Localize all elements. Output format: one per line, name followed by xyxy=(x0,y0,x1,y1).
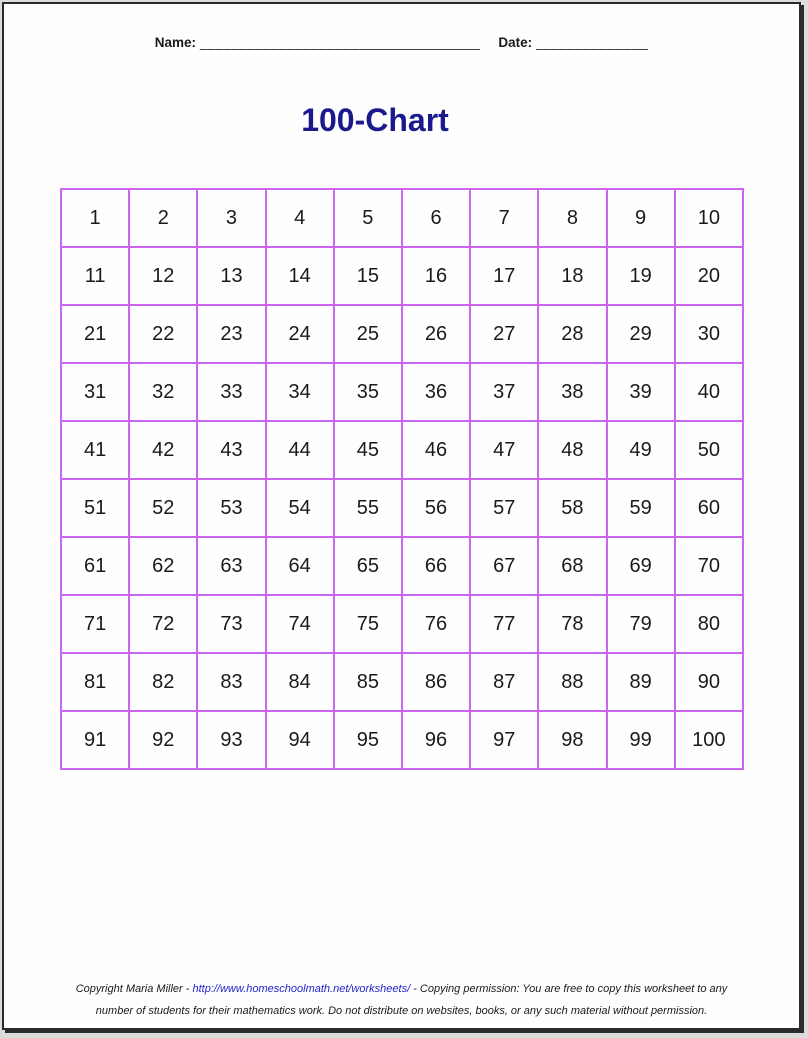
grid-cell-30: 30 xyxy=(675,305,743,363)
grid-cell-100: 100 xyxy=(675,711,743,769)
grid-row xyxy=(61,595,743,653)
grid-cell-86: 86 xyxy=(402,653,470,711)
grid-cell-90: 90 xyxy=(675,653,743,711)
grid-cell-4: 4 xyxy=(266,189,334,247)
grid-cell-42: 42 xyxy=(129,421,197,479)
grid-cell-85: 85 xyxy=(334,653,402,711)
grid-cell-36: 36 xyxy=(402,363,470,421)
grid-cell-71: 71 xyxy=(61,595,129,653)
grid-cell-33: 33 xyxy=(197,363,265,421)
grid-cell-52: 52 xyxy=(129,479,197,537)
grid-row xyxy=(61,537,743,595)
grid-cell-8: 8 xyxy=(538,189,606,247)
grid-cell-13: 13 xyxy=(197,247,265,305)
copyright-line-2: number of students for their mathematics work. Do not distribute on websites, books, or any such material without permission. xyxy=(95,1005,708,1017)
grid-cell-3: 3 xyxy=(197,189,265,247)
grid-cell-29: 29 xyxy=(607,305,675,363)
name-label: Name: xyxy=(154,35,197,50)
grid-cell-18: 18 xyxy=(538,247,606,305)
grid-row xyxy=(61,653,743,711)
grid-cell-39: 39 xyxy=(607,363,675,421)
grid-cell-60: 60 xyxy=(675,479,743,537)
grid-cell-58: 58 xyxy=(538,479,606,537)
grid-cell-56: 56 xyxy=(402,479,470,537)
date-label: Date: xyxy=(498,35,533,50)
grid-cell-94: 94 xyxy=(266,711,334,769)
grid-cell-78: 78 xyxy=(538,595,606,653)
grid-cell-15: 15 xyxy=(334,247,402,305)
grid-cell-37: 37 xyxy=(470,363,538,421)
grid-cell-76: 76 xyxy=(402,595,470,653)
grid-cell-62: 62 xyxy=(129,537,197,595)
grid-cell-28: 28 xyxy=(538,305,606,363)
grid-cell-92: 92 xyxy=(129,711,197,769)
grid-cell-95: 95 xyxy=(334,711,402,769)
grid-cell-63: 63 xyxy=(197,537,265,595)
grid-cell-20: 20 xyxy=(675,247,743,305)
grid-cell-10: 10 xyxy=(675,189,743,247)
grid-cell-55: 55 xyxy=(334,479,402,537)
hundred-chart-grid xyxy=(60,188,744,770)
hundred-chart-body xyxy=(61,189,743,769)
grid-cell-59: 59 xyxy=(607,479,675,537)
grid-cell-89: 89 xyxy=(607,653,675,711)
grid-cell-82: 82 xyxy=(129,653,197,711)
grid-cell-32: 32 xyxy=(129,363,197,421)
copyright-suffix: - Copying permission: You are free to copy this worksheet to any xyxy=(410,983,728,995)
grid-cell-22: 22 xyxy=(129,305,197,363)
grid-cell-66: 66 xyxy=(402,537,470,595)
grid-row xyxy=(61,247,743,305)
grid-cell-47: 47 xyxy=(470,421,538,479)
grid-cell-11: 11 xyxy=(61,247,129,305)
grid-cell-35: 35 xyxy=(334,363,402,421)
grid-row xyxy=(61,479,743,537)
name-date-header xyxy=(4,35,799,50)
grid-cell-9: 9 xyxy=(607,189,675,247)
grid-cell-23: 23 xyxy=(197,305,265,363)
grid-cell-7: 7 xyxy=(470,189,538,247)
grid-cell-68: 68 xyxy=(538,537,606,595)
grid-cell-45: 45 xyxy=(334,421,402,479)
grid-cell-2: 2 xyxy=(129,189,197,247)
grid-cell-91: 91 xyxy=(61,711,129,769)
grid-cell-38: 38 xyxy=(538,363,606,421)
grid-cell-46: 46 xyxy=(402,421,470,479)
grid-cell-83: 83 xyxy=(197,653,265,711)
grid-cell-50: 50 xyxy=(675,421,743,479)
grid-cell-21: 21 xyxy=(61,305,129,363)
grid-cell-1: 1 xyxy=(61,189,129,247)
grid-cell-70: 70 xyxy=(675,537,743,595)
grid-cell-6: 6 xyxy=(402,189,470,247)
grid-cell-16: 16 xyxy=(402,247,470,305)
grid-row xyxy=(61,421,743,479)
grid-cell-5: 5 xyxy=(334,189,402,247)
grid-cell-61: 61 xyxy=(61,537,129,595)
grid-cell-40: 40 xyxy=(675,363,743,421)
grid-cell-48: 48 xyxy=(538,421,606,479)
grid-cell-27: 27 xyxy=(470,305,538,363)
grid-cell-81: 81 xyxy=(61,653,129,711)
grid-cell-12: 12 xyxy=(129,247,197,305)
grid-cell-88: 88 xyxy=(538,653,606,711)
grid-cell-99: 99 xyxy=(607,711,675,769)
grid-cell-96: 96 xyxy=(402,711,470,769)
grid-cell-74: 74 xyxy=(266,595,334,653)
grid-cell-44: 44 xyxy=(266,421,334,479)
date-blank-line: ______________ xyxy=(536,35,649,50)
grid-row xyxy=(61,189,743,247)
grid-cell-84: 84 xyxy=(266,653,334,711)
grid-cell-41: 41 xyxy=(61,421,129,479)
grid-cell-80: 80 xyxy=(675,595,743,653)
grid-cell-57: 57 xyxy=(470,479,538,537)
grid-cell-75: 75 xyxy=(334,595,402,653)
grid-row xyxy=(61,711,743,769)
page-title: 100-Chart xyxy=(301,102,449,138)
grid-cell-97: 97 xyxy=(470,711,538,769)
grid-cell-24: 24 xyxy=(266,305,334,363)
grid-cell-79: 79 xyxy=(607,595,675,653)
name-blank-line: ___________________________________ xyxy=(200,35,481,50)
grid-cell-87: 87 xyxy=(470,653,538,711)
grid-cell-19: 19 xyxy=(607,247,675,305)
grid-cell-72: 72 xyxy=(129,595,197,653)
grid-cell-43: 43 xyxy=(197,421,265,479)
copyright-footer xyxy=(4,978,799,1022)
grid-cell-77: 77 xyxy=(470,595,538,653)
grid-cell-17: 17 xyxy=(470,247,538,305)
grid-cell-25: 25 xyxy=(334,305,402,363)
grid-cell-98: 98 xyxy=(538,711,606,769)
grid-cell-64: 64 xyxy=(266,537,334,595)
grid-row xyxy=(61,305,743,363)
grid-cell-67: 67 xyxy=(470,537,538,595)
grid-cell-53: 53 xyxy=(197,479,265,537)
grid-cell-69: 69 xyxy=(607,537,675,595)
grid-cell-51: 51 xyxy=(61,479,129,537)
worksheet-page xyxy=(2,2,801,1030)
copyright-line-1 xyxy=(4,978,799,1000)
homeschoolmath-link[interactable]: http://www.homeschoolmath.net/worksheets/ xyxy=(192,983,411,995)
grid-cell-26: 26 xyxy=(402,305,470,363)
grid-cell-14: 14 xyxy=(266,247,334,305)
grid-row xyxy=(61,363,743,421)
grid-cell-65: 65 xyxy=(334,537,402,595)
grid-cell-54: 54 xyxy=(266,479,334,537)
grid-cell-34: 34 xyxy=(266,363,334,421)
grid-cell-93: 93 xyxy=(197,711,265,769)
grid-cell-73: 73 xyxy=(197,595,265,653)
grid-cell-31: 31 xyxy=(61,363,129,421)
grid-cell-49: 49 xyxy=(607,421,675,479)
copyright-prefix: Copyright Maria Miller - xyxy=(75,983,193,995)
